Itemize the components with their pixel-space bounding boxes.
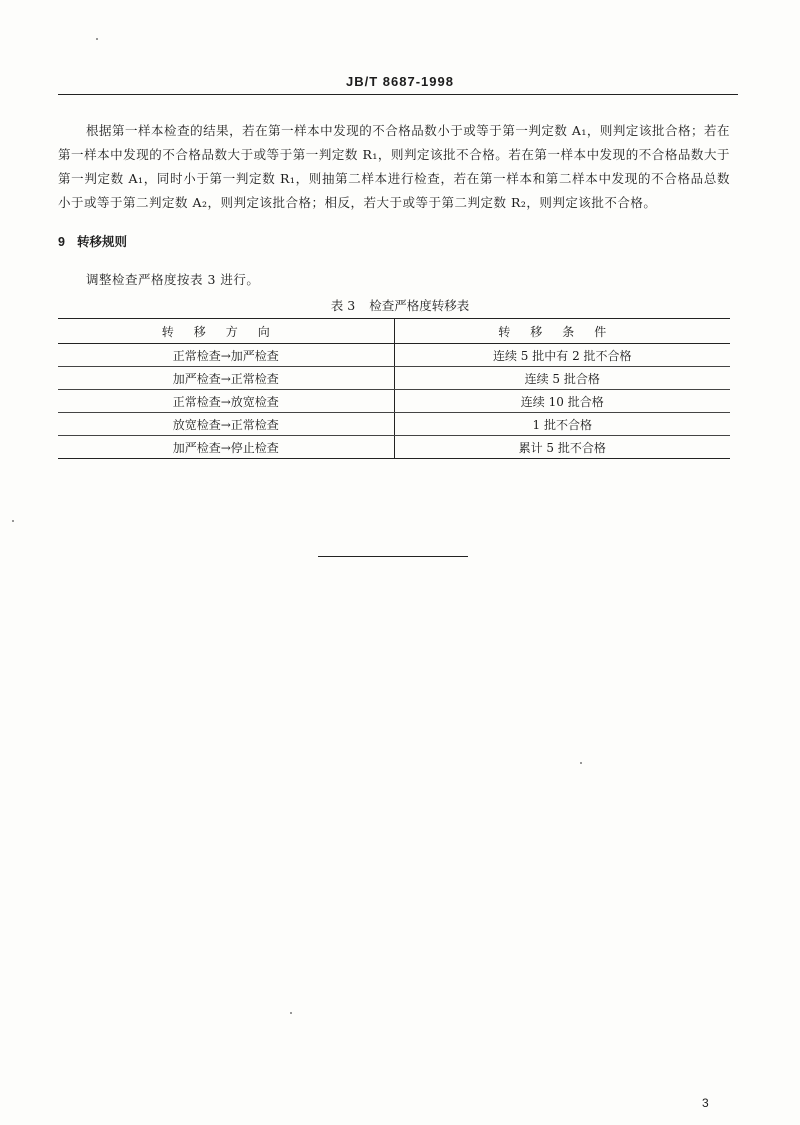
table-header-row bbox=[58, 319, 730, 344]
table-row bbox=[58, 344, 730, 367]
direction-cell: 放宽检查→正常检查 bbox=[58, 413, 394, 436]
condition-cell: 连续 5 批合格 bbox=[394, 367, 730, 390]
scan-speck bbox=[96, 38, 98, 40]
direction-cell: 正常检查→放宽检查 bbox=[58, 390, 394, 413]
table-row bbox=[58, 367, 730, 390]
scan-speck bbox=[290, 1012, 292, 1014]
transfer-table bbox=[58, 318, 730, 459]
section-body-text: 调整检查严格度按表 3 进行。 bbox=[86, 272, 260, 287]
scan-speck bbox=[580, 762, 582, 764]
header-rule bbox=[58, 94, 738, 95]
direction-cell: 正常检查→加严检查 bbox=[58, 344, 394, 367]
condition-cell: 累计 5 批不合格 bbox=[394, 436, 730, 459]
table-caption bbox=[0, 296, 800, 314]
direction-cell: 加严检查→停止检查 bbox=[58, 436, 394, 459]
header-direction: 转移方向 bbox=[58, 319, 394, 344]
scan-speck bbox=[12, 520, 14, 522]
table-row bbox=[58, 413, 730, 436]
page-number: 3 bbox=[702, 1096, 709, 1110]
header-condition: 转移条件 bbox=[394, 319, 730, 344]
section-heading bbox=[58, 232, 127, 250]
section-number: 9 bbox=[58, 235, 65, 249]
condition-cell: 1 批不合格 bbox=[394, 413, 730, 436]
table-row bbox=[58, 436, 730, 459]
direction-cell: 加严检查→正常检查 bbox=[58, 367, 394, 390]
judgement-paragraph: 根据第一样本检查的结果，若在第一样本中发现的不合格品数小于或等于第一判定数 A₁，则判定该批合格；若在第一样本中发现的不合格品数大于或等于第一判定数 R₁，则判定该批不合格。若在第一样本中发现的不合格品数大于第一判定数 A₁，同时小于第一判定数 R₁，则抽第二样本进行检查，若在第一样本和第二样本中发现的不合格品总数小于或等于第二判定数 A₂，则判定该批合格；相反，若大于或等于第二判定数 R₂，则判定该批不合格。 bbox=[58, 122, 730, 210]
end-of-text-rule bbox=[318, 556, 468, 557]
document-code-header: JB/T 8687-1998 bbox=[346, 74, 454, 89]
section-title: 转移规则 bbox=[76, 235, 127, 249]
condition-cell: 连续 10 批合格 bbox=[394, 390, 730, 413]
table-caption-number: 表 3 bbox=[330, 298, 356, 313]
condition-cell: 连续 5 批中有 2 批不合格 bbox=[394, 344, 730, 367]
table-caption-title: 检查严格度转移表 bbox=[369, 298, 470, 313]
table-row bbox=[58, 390, 730, 413]
